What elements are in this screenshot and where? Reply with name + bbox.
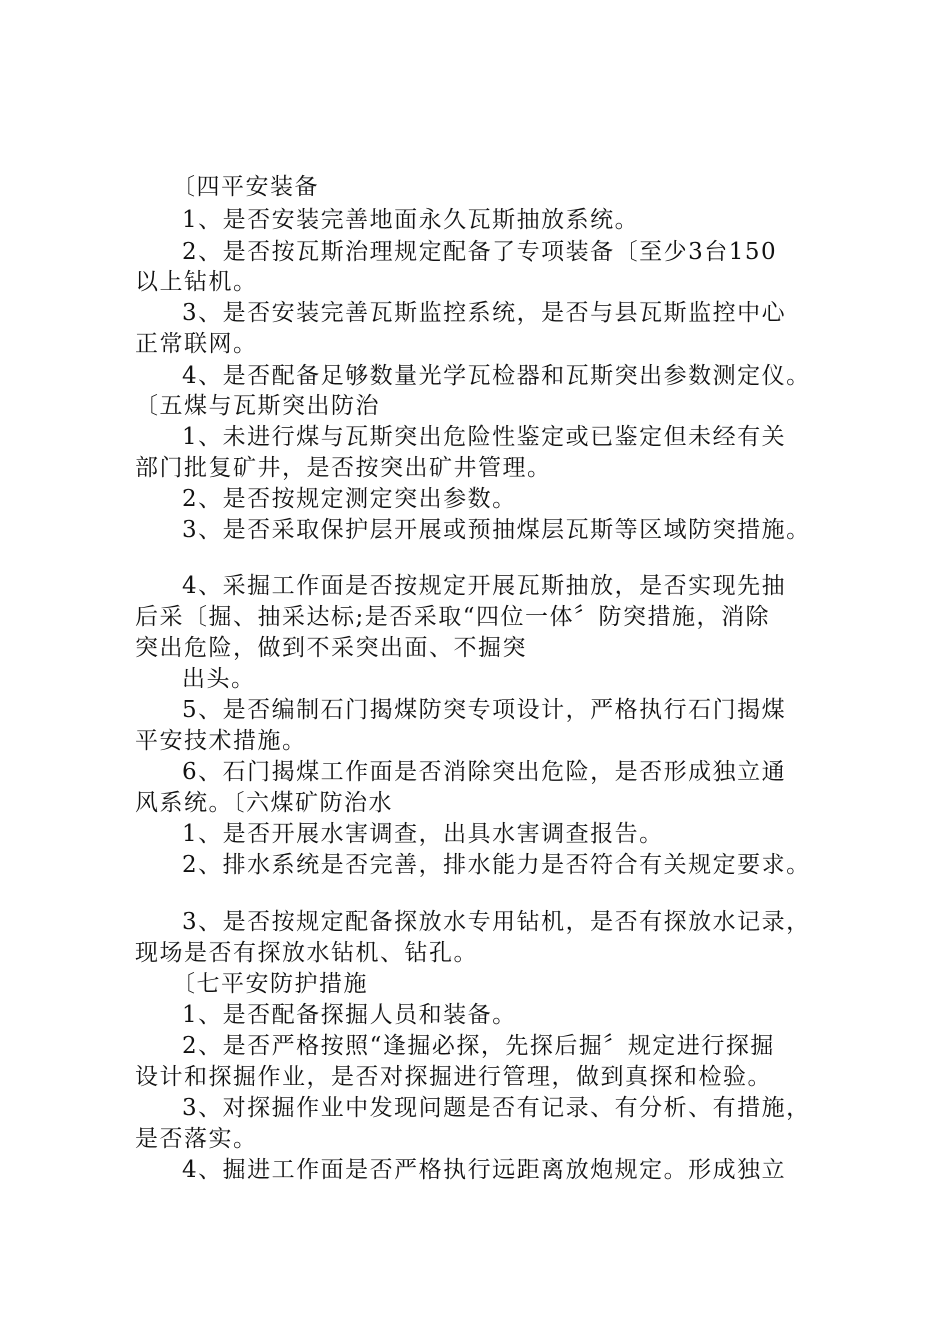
text-line: 2、是否按瓦斯治理规定配备了专项装备〔至少3台150: [182, 239, 778, 265]
text-line: 4、掘进工作面是否严格执行远距离放炮规定。形成独立: [182, 1157, 787, 1183]
text-line: 2、是否按规定测定突出参数。: [182, 486, 517, 512]
section-heading-safety-equipment: 〔四平安装备: [172, 174, 319, 200]
text-line: 2、排水系统是否完善，排水能力是否符合有关规定要求。: [182, 852, 811, 878]
text-line: 4、采掘工作面是否按规定开展瓦斯抽放，是否实现先抽: [182, 573, 787, 599]
text-line: 3、是否按规定配备探放水专用钻机，是否有探放水记录，: [182, 909, 811, 935]
text-line: 是否落实。: [135, 1126, 258, 1152]
text-line: 1、是否开展水害调查，出具水害调查报告。: [182, 821, 664, 847]
section-heading-safety-measures: 〔七平安防护措施: [172, 971, 368, 997]
text-line: 2、是否严格按照“逢掘必探，先探后掘〞规定进行探掘: [182, 1033, 775, 1059]
text-line: 平安技术措施。: [135, 728, 307, 754]
text-line: 出头。: [182, 666, 256, 692]
text-line: 5、是否编制石门揭煤防突专项设计，严格执行石门揭煤: [182, 697, 787, 723]
text-line: 4、是否配备足够数量光学瓦检器和瓦斯突出参数测定仪。: [182, 363, 811, 389]
section-heading-outburst-prevention: 〔五煤与瓦斯突出防治: [135, 393, 380, 419]
text-line: 1、未进行煤与瓦斯突出危险性鉴定或已鉴定但未经有关: [182, 424, 787, 450]
text-line: 6、石门揭煤工作面是否消除突出危险，是否形成独立通: [182, 759, 787, 785]
text-line: 后采〔掘、抽采达标;是否采取“四位一体〞防突措施，消除: [135, 604, 771, 630]
text-line: 正常联网。: [135, 331, 258, 357]
text-line: 3、是否采取保护层开展或预抽煤层瓦斯等区域防突措施。: [182, 517, 811, 543]
section-heading-water-control: 风系统。〔六煤矿防治水: [135, 790, 393, 816]
text-line: 现场是否有探放水钻机、钻孔。: [135, 940, 478, 966]
text-line: 3、对探掘作业中发现问题是否有记录、有分析、有措施，: [182, 1095, 811, 1121]
text-line: 3、是否安装完善瓦斯监控系统，是否与县瓦斯监控中心: [182, 300, 787, 326]
text-line: 设计和探掘作业，是否对探掘进行管理，做到真探和检验。: [135, 1064, 772, 1090]
text-line: 1、是否安装完善地面永久瓦斯抽放系统。: [182, 207, 640, 233]
text-line: 以上钻机。: [135, 269, 258, 295]
text-line: 部门批复矿井，是否按突出矿井管理。: [135, 455, 552, 481]
text-line: 突出危险，做到不采突出面、不掘突: [135, 635, 527, 661]
text-line: 1、是否配备探掘人员和装备。: [182, 1002, 517, 1028]
